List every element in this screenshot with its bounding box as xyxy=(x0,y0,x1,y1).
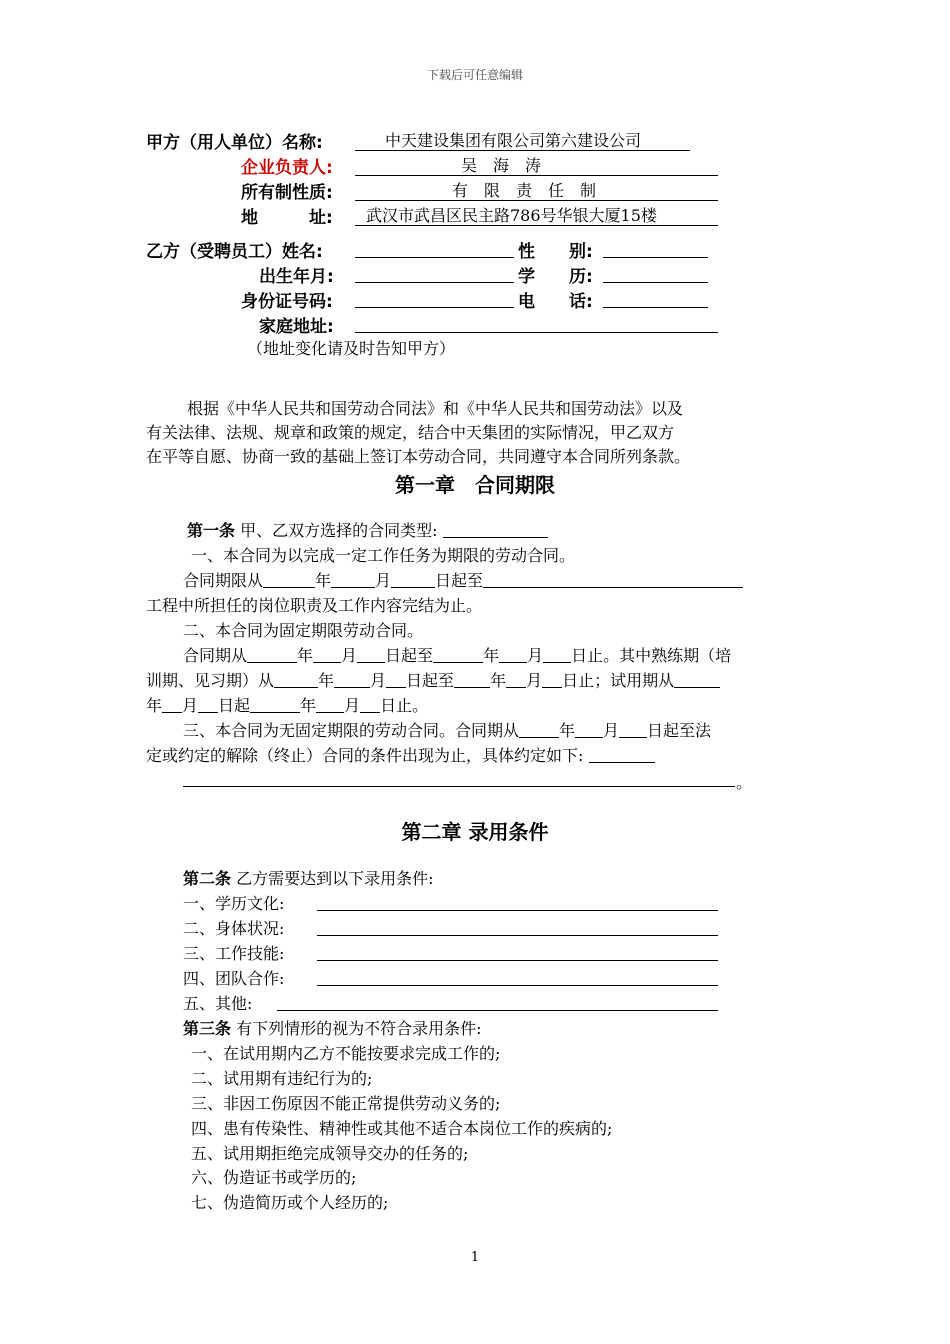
party-b-birth-label: 出生年月: xyxy=(259,267,334,287)
party-a-name-underline xyxy=(355,150,690,151)
year-label: 年 xyxy=(483,646,500,665)
condition-team-blank[interactable] xyxy=(317,985,718,986)
article-1 xyxy=(187,518,548,543)
term-2-skill-period-label: 日止。其中熟练期（培 xyxy=(571,646,732,665)
month-label: 月 xyxy=(341,646,358,665)
preamble-line-2: 有关法律、法规、规章和政策的规定，结合中天集团的实际情况，甲乙双方 xyxy=(146,423,675,442)
article-2-text: 乙方需要达到以下录用条件: xyxy=(236,869,434,888)
party-b-gender-label: 性 别: xyxy=(518,242,593,262)
month-label: 月 xyxy=(182,696,199,715)
article-3-text: 有下列情形的视为不符合录用条件: xyxy=(236,1019,482,1038)
term-3-month-blank[interactable] xyxy=(575,721,603,738)
term-2-probation-line xyxy=(146,693,428,718)
term-3-condition-blank-2[interactable] xyxy=(183,786,735,787)
term-1-completion: 工程中所担任的岗位职责及工作内容完结为止。 xyxy=(146,596,483,615)
party-b-gender-blank[interactable] xyxy=(603,257,708,258)
party-b-phone-blank[interactable] xyxy=(603,307,708,308)
list-item: 四、患有传染性、精神性或其他不适合本岗位工作的疾病的; xyxy=(191,1119,613,1138)
party-a-name-label: 甲方（用人单位）名称: xyxy=(146,133,323,153)
list-item: 二、试用期有违纪行为的; xyxy=(191,1069,373,1088)
party-b-name-blank[interactable] xyxy=(355,257,514,258)
term-type-3: 三、本合同为无固定期限的劳动合同。合同期从 xyxy=(183,721,520,740)
month-label: 月 xyxy=(370,671,387,690)
probation-end-month-blank[interactable] xyxy=(316,696,344,713)
condition-other-blank[interactable] xyxy=(277,1010,718,1011)
term-3-day-blank[interactable] xyxy=(619,721,647,738)
party-a-address-value: 武汉市武昌区民主路786号华银大厦15楼 xyxy=(366,206,657,225)
term-2-day-blank[interactable] xyxy=(357,646,385,663)
condition-health-blank[interactable] xyxy=(317,935,718,936)
day-until-label: 日起至 xyxy=(406,671,455,690)
chapter-2-title: 第二章 录用条件 xyxy=(401,820,549,844)
list-item: 三、非因工伤原因不能正常提供劳动义务的; xyxy=(191,1094,501,1113)
training-month-blank[interactable] xyxy=(334,671,370,688)
list-item: 七、伪造简历或个人经历的; xyxy=(191,1193,389,1212)
preamble-line-3: 在平等自愿、协商一致的基础上签订本劳动合同，共同遵守本合同所列条款。 xyxy=(146,447,691,466)
probation-year-blank[interactable] xyxy=(674,671,720,688)
contract-type-blank[interactable] xyxy=(443,521,548,538)
term-type-2: 二、本合同为固定期限劳动合同。 xyxy=(183,621,424,640)
party-b-id-label: 身份证号码: xyxy=(241,292,333,312)
term-3-until-label: 日起至法 xyxy=(647,721,712,740)
article-2-head: 第二条 xyxy=(183,869,232,888)
term-1-day-blank[interactable] xyxy=(391,571,435,588)
party-b-home-blank[interactable] xyxy=(355,332,718,333)
training-end-day-blank[interactable] xyxy=(542,671,562,688)
party-a-leader-underline xyxy=(355,175,718,176)
term-2-end-month-blank[interactable] xyxy=(499,646,527,663)
training-year-blank[interactable] xyxy=(274,671,318,688)
page-number: 1 xyxy=(470,1250,480,1265)
condition-education-label: 一、学历文化: xyxy=(183,894,285,913)
training-end-month-blank[interactable] xyxy=(506,671,526,688)
condition-skill-blank[interactable] xyxy=(317,960,718,961)
year-label: 年 xyxy=(315,571,332,590)
condition-skill-label: 三、工作技能: xyxy=(183,944,285,963)
term-1-project-blank[interactable] xyxy=(483,571,743,588)
party-a-address-label: 地 址: xyxy=(241,208,333,228)
year-label: 年 xyxy=(300,696,317,715)
month-label: 月 xyxy=(344,696,361,715)
term-2-year-blank[interactable] xyxy=(247,646,297,663)
day-until-label: 日起至 xyxy=(435,571,484,590)
probation-month-blank[interactable] xyxy=(162,696,182,713)
article-1-head: 第一条 xyxy=(187,521,236,540)
chapter-1-title: 第一章 合同期限 xyxy=(395,473,555,497)
term-type-1: 一、本合同为以完成一定工作任务为期限的劳动合同。 xyxy=(191,546,576,565)
month-label: 月 xyxy=(526,671,543,690)
training-end-year-blank[interactable] xyxy=(454,671,490,688)
term-2-month-blank[interactable] xyxy=(313,646,341,663)
training-from-label: 训期、见习期）从 xyxy=(146,671,275,690)
probation-until-label: 日起 xyxy=(218,696,251,715)
list-item: 五、试用期拒绝完成领导交办的任务的; xyxy=(191,1144,469,1163)
term-3-condition-line xyxy=(146,743,655,768)
term-1-year-blank[interactable] xyxy=(263,571,315,588)
party-a-leader-label: 企业负责人: xyxy=(241,158,333,178)
probation-end-year-blank[interactable] xyxy=(250,696,300,713)
month-label: 月 xyxy=(375,571,392,590)
party-a-leader-value: 吴 海 涛 xyxy=(461,156,542,175)
term-2-training-line xyxy=(146,668,720,693)
condition-other-label: 五、其他: xyxy=(183,994,253,1013)
term-2-from-label: 合同期从 xyxy=(183,646,248,665)
condition-health-label: 二、身体状况: xyxy=(183,919,285,938)
year-label: 年 xyxy=(490,671,507,690)
party-b-education-blank[interactable] xyxy=(603,282,708,283)
probation-end-label: 日止。 xyxy=(380,696,429,715)
term-3-year-blank[interactable] xyxy=(519,721,559,738)
party-a-ownership-label: 所有制性质: xyxy=(241,183,333,203)
party-b-education-label: 学 历: xyxy=(518,267,593,287)
party-a-ownership-value: 有 限 责 任 制 xyxy=(452,181,597,200)
term-2-end-year-blank[interactable] xyxy=(433,646,483,663)
term-3-end-mark: 。 xyxy=(736,773,753,792)
year-label: 年 xyxy=(318,671,335,690)
party-b-birth-blank[interactable] xyxy=(355,282,514,283)
year-label: 年 xyxy=(297,646,314,665)
term-3-condition-text: 定或约定的解除（终止）合同的条件出现为止，具体约定如下: xyxy=(146,746,584,765)
term-3-condition-blank[interactable] xyxy=(589,746,655,763)
condition-education-blank[interactable] xyxy=(317,910,718,911)
party-b-id-blank[interactable] xyxy=(355,307,514,308)
month-label: 月 xyxy=(603,721,620,740)
condition-team-label: 四、团队合作: xyxy=(183,969,285,988)
probation-day-blank[interactable] xyxy=(198,696,218,713)
party-b-name-label: 乙方（受聘员工）姓名: xyxy=(146,242,323,262)
term-3-line xyxy=(183,718,711,743)
party-a-name-value: 中天建设集团有限公司第六建设公司 xyxy=(385,131,642,150)
page-header-note: 下载后可任意编辑 xyxy=(426,68,523,82)
term-2-period-line xyxy=(183,643,731,668)
party-a-ownership-underline xyxy=(355,200,718,201)
probation-end-day-blank[interactable] xyxy=(360,696,380,713)
article-3 xyxy=(183,1016,482,1041)
article-1-text: 甲、乙双方选择的合同类型: xyxy=(240,521,438,540)
list-item: 一、在试用期内乙方不能按要求完成工作的; xyxy=(191,1044,501,1063)
month-label: 月 xyxy=(527,646,544,665)
year-label: 年 xyxy=(146,696,163,715)
probation-from-label: 日止；试用期从 xyxy=(562,671,675,690)
party-b-address-note: （地址变化请及时告知甲方） xyxy=(247,339,456,358)
year-label: 年 xyxy=(559,721,576,740)
party-b-phone-label: 电 话: xyxy=(518,292,593,312)
term-1-from-label: 合同期限从 xyxy=(183,571,264,590)
term-1-month-blank[interactable] xyxy=(331,571,375,588)
term-1-period-line xyxy=(183,568,743,593)
day-until-label: 日起至 xyxy=(385,646,434,665)
list-item: 六、伪造证书或学历的; xyxy=(191,1168,357,1187)
preamble-line-1: 根据《中华人民共和国劳动合同法》和《中华人民共和国劳动法》以及 xyxy=(187,399,684,418)
training-day-blank[interactable] xyxy=(386,671,406,688)
party-b-home-label: 家庭地址: xyxy=(259,317,334,337)
article-3-head: 第三条 xyxy=(183,1019,232,1038)
party-a-address-underline xyxy=(355,225,718,226)
article-2 xyxy=(183,866,434,891)
term-2-end-day-blank[interactable] xyxy=(543,646,571,663)
